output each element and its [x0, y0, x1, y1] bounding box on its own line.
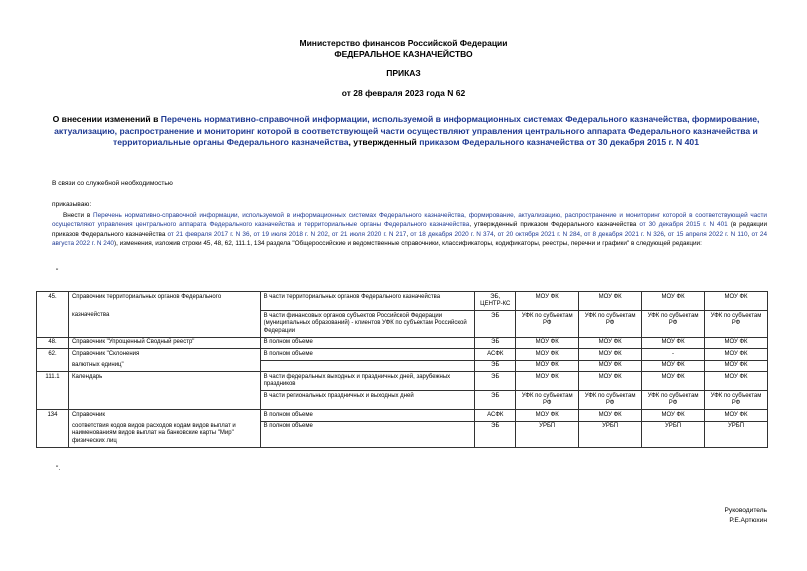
table-row	[37, 410, 768, 422]
sep: ,	[406, 230, 411, 238]
p-link-217[interactable]: от 21 июля 2020 г. N 217	[331, 230, 407, 238]
cell-scope: В части территориальных органов Федерального казначейства	[260, 292, 475, 311]
cell-name: Справочник	[68, 410, 260, 422]
cell-system: ЭБ	[475, 421, 516, 447]
cell-resp: УФК по субъектам РФ	[516, 391, 579, 410]
subject-prefix: О внесении изменений в	[52, 114, 161, 124]
sep: ,	[493, 230, 498, 238]
cell-resp: МОУ ФК	[705, 337, 768, 349]
cell-resp: УРБП	[642, 421, 705, 447]
cell-resp: УФК по субъектам РФ	[642, 311, 705, 338]
document-header	[0, 38, 807, 60]
sep: ,	[580, 230, 585, 238]
sep: ,	[663, 230, 668, 238]
p-link-374[interactable]: от 18 декабря 2020 г. N 374	[410, 230, 494, 238]
cell-name	[68, 391, 260, 410]
cell-resp: МОУ ФК	[579, 292, 642, 311]
signer-name: Р.Е.Артюхин	[729, 517, 767, 524]
table-row	[37, 372, 768, 391]
cell-scope	[260, 360, 475, 372]
agency-name: ФЕДЕРАЛЬНОЕ КАЗНАЧЕЙСТВО	[334, 49, 473, 59]
p-end: ), изменения, изложив строки 45, 48, 62, 111.1, 134 раздела "Общероссийские и ведомственные справочники, классификаторы, кодификаторы, реестры, перечни и графики" в следующей редакции:	[113, 240, 702, 248]
doc-type: ПРИКАЗ	[386, 68, 421, 78]
cell-resp: МОУ ФК	[516, 349, 579, 361]
cell-num: 111.1	[37, 372, 69, 410]
table-row	[37, 292, 768, 311]
p-link-401[interactable]: от 30 декабря 2015 г. N 401	[639, 221, 728, 229]
sep: ,	[747, 230, 752, 238]
cell-system: ЭБ, ЦЕНТР-КС	[475, 292, 516, 311]
cell-resp: УФК по субъектам РФ	[642, 391, 705, 410]
cell-resp: МОУ ФК	[579, 372, 642, 391]
cell-scope: В полном объеме	[260, 349, 475, 361]
cell-resp: МОУ ФК	[705, 360, 768, 372]
cell-resp: МОУ ФК	[516, 410, 579, 422]
cell-name: Справочник территориальных органов Федерального	[68, 292, 260, 311]
cell-scope: В части финансовых органов субъектов Российской Федерации (муниципальных образований) - клиентов УФК по субъектам Российской Федерации	[260, 311, 475, 338]
cell-num: 45.	[37, 292, 69, 338]
cell-resp: МОУ ФК	[516, 372, 579, 391]
cell-resp: МОУ ФК	[705, 410, 768, 422]
sep: ,	[327, 230, 332, 238]
document-subject	[36, 114, 776, 149]
table-row	[37, 311, 768, 338]
p-mid1: , утвержденный приказом Федерального казначейства	[469, 221, 640, 229]
p-link-284[interactable]: от 20 октября 2021 г. N 284	[497, 230, 581, 238]
p-link-202[interactable]: от 19 июля 2018 г. N 202	[253, 230, 328, 238]
cell-resp: УФК по субъектам РФ	[579, 391, 642, 410]
cell-resp: МОУ ФК	[516, 337, 579, 349]
cell-resp: УФК по субъектам РФ	[705, 391, 768, 410]
cell-scope: В полном объеме	[260, 337, 475, 349]
cell-resp: МОУ ФК	[516, 360, 579, 372]
p-mid2: (в редакции приказов Федерального казначейства	[52, 221, 768, 238]
cell-resp: МОУ ФК	[579, 360, 642, 372]
cell-system: ЭБ	[475, 311, 516, 338]
cell-name: казначейства	[68, 311, 260, 338]
cell-resp: МОУ ФК	[642, 360, 705, 372]
p-start: Внести в	[63, 212, 94, 219]
sep: ,	[249, 230, 254, 238]
cell-resp: МОУ ФК	[705, 372, 768, 391]
cell-resp: МОУ ФК	[705, 349, 768, 361]
cell-system: ЭБ	[475, 391, 516, 410]
cell-resp: УФК по субъектам РФ	[516, 311, 579, 338]
cell-resp: МОУ ФК	[579, 349, 642, 361]
signer-title: Руководитель	[724, 507, 767, 514]
p-link-110[interactable]: от 15 апреля 2022 г. N 110	[667, 230, 748, 238]
cell-resp: МОУ ФК	[642, 292, 705, 311]
cell-name: Календарь	[68, 372, 260, 391]
changes-table	[36, 291, 768, 448]
cell-system: ЭБ	[475, 337, 516, 349]
table-row	[37, 391, 768, 410]
quote-close: ".	[56, 465, 61, 472]
cell-resp: МОУ ФК	[642, 372, 705, 391]
doc-date: от 28 февраля 2023 года N 62	[341, 88, 466, 98]
cell-resp: УРБП	[705, 421, 768, 447]
cell-system: АСФК	[475, 410, 516, 422]
cell-name: Справочник "Склонения	[68, 349, 260, 361]
cell-resp: УФК по субъектам РФ	[579, 311, 642, 338]
cell-resp: УРБП	[579, 421, 642, 447]
cell-num: 62.	[37, 349, 69, 372]
cell-scope: В части региональных праздничных и выходных дней	[260, 391, 475, 410]
cell-name: валютных единиц"	[68, 360, 260, 372]
subject-link-list[interactable]: Перечень нормативно-справочной информации, используемой в информационных системах Федерального казначейства, формирование, актуализацию, распространение и мониторинг которой в соответствующей части осуществляют управления центрального аппарата Федерального казначейства и территориальные органы Федерального казначейства	[54, 114, 760, 147]
subject-link-order[interactable]: приказом Федерального казначейства от 30 декабря 2015 г. N 401	[419, 137, 699, 147]
table-row	[37, 360, 768, 372]
p-link-326[interactable]: от 8 декабря 2021 г. N 326	[584, 230, 664, 238]
cell-resp: МОУ ФК	[642, 337, 705, 349]
main-paragraph	[52, 211, 767, 249]
subject-middle: , утвержденный	[348, 137, 420, 147]
cell-name: соответствия кодов видов расходов кодам видов выплат и наименованиям видов выплат на банковские карты "Мир" физических лиц	[68, 421, 260, 447]
cell-resp: МОУ ФК	[642, 410, 705, 422]
p-link-240[interactable]: от 24 августа 2022 г. N 240	[52, 230, 768, 248]
signature-block	[725, 506, 767, 526]
cell-resp: МОУ ФК	[516, 292, 579, 311]
ministry-name: Министерство финансов Российской Федерации	[299, 38, 508, 48]
cell-scope: В полном объеме	[260, 410, 475, 422]
cell-system: ЭБ	[475, 360, 516, 372]
cell-name: Справочник "Упрощенный Сводный реестр"	[68, 337, 260, 349]
cell-resp: -	[642, 349, 705, 361]
order-word: приказываю:	[52, 201, 92, 208]
p-link-36[interactable]: от 21 февраля 2017 г. N 36	[167, 230, 250, 238]
cell-scope: В части федеральных выходных и праздничных дней, зарубежных праздников	[260, 372, 475, 391]
p-link-list[interactable]: Перечень нормативно-справочной информации, используемой в информационных системах Федерального казначейства, формирование, актуализацию, распространение и мониторинг которой в соответствующей части осуществляют управления центрального аппарата Федерального казначейства и территориальные органы Федерального казначейства	[52, 212, 767, 229]
cell-resp: УРБП	[516, 421, 579, 447]
cell-resp: МОУ ФК	[579, 410, 642, 422]
cell-num: 48.	[37, 337, 69, 349]
reason-text: В связи со служебной необходимостью	[52, 180, 173, 187]
table-row	[37, 421, 768, 447]
quote-open: "	[56, 268, 59, 275]
cell-system: ЭБ	[475, 372, 516, 391]
cell-system: АСФК	[475, 349, 516, 361]
table-row	[37, 349, 768, 361]
cell-resp: МОУ ФК	[579, 337, 642, 349]
cell-resp: УФК по субъектам РФ	[705, 311, 768, 338]
cell-scope: В полном объеме	[260, 421, 475, 447]
table-row	[37, 337, 768, 349]
cell-resp: МОУ ФК	[705, 292, 768, 311]
cell-num: 134	[37, 410, 69, 448]
